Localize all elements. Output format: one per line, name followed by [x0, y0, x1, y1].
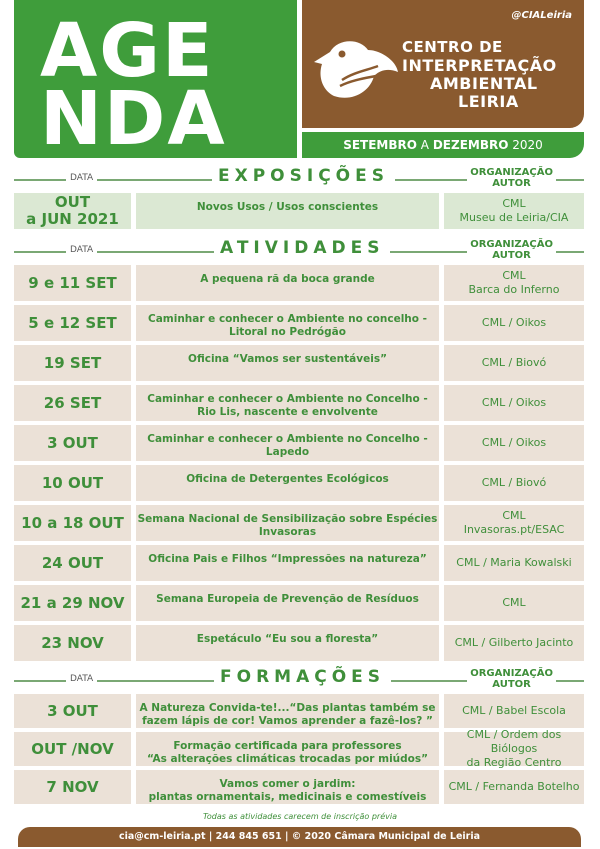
event-date: 7 NOV: [14, 770, 131, 804]
table-row: [14, 625, 584, 661]
organizer-column-label: [467, 668, 556, 690]
event-title: Novos Usos / Usos conscientes: [136, 193, 439, 229]
table-row: [14, 585, 584, 621]
event-title: Formação certificada para professores “As alterações climáticas trocadas por miúdos”: [136, 732, 439, 766]
table-row: [14, 728, 584, 769]
event-date: 3 OUT: [14, 425, 131, 461]
event-date: 5 e 12 SET: [14, 305, 131, 341]
event-organizer: CML / Gilberto Jacinto: [444, 625, 584, 661]
table-row: [14, 265, 584, 301]
table-row: [14, 193, 584, 229]
agenda-title-line1: AGE: [40, 8, 215, 94]
table-row: [14, 465, 584, 501]
center-name-line3: AMBIENTAL: [430, 74, 538, 93]
event-date: 23 NOV: [14, 625, 131, 661]
organizer-label: ORGANIZAÇÃO: [470, 239, 553, 250]
table-row: [14, 345, 584, 381]
date-column-label: DATA: [66, 674, 97, 684]
center-name-line4: LEIRIA: [458, 92, 519, 111]
organizer-column-label: [467, 239, 556, 261]
table-row: [14, 694, 584, 728]
event-date: 26 SET: [14, 385, 131, 421]
event-date: 19 SET: [14, 345, 131, 381]
season-end: DEZEMBRO: [432, 138, 509, 152]
event-date: 9 e 11 SET: [14, 265, 131, 301]
event-organizer: CML / Ordem dos Biólogos da Região Centro: [444, 732, 584, 766]
event-date: 3 OUT: [14, 694, 131, 728]
table-row: [14, 425, 584, 461]
event-organizer: CML / Oikos: [444, 385, 584, 421]
event-title: Espetáculo “Eu sou a floresta”: [136, 625, 439, 661]
event-organizer: CML / Biovó: [444, 465, 584, 501]
table-row: [14, 770, 584, 804]
center-logo-block: [302, 0, 584, 128]
organizer-column-label: [467, 167, 556, 189]
organizer-label: ORGANIZAÇÃO: [470, 167, 553, 178]
table-row: [14, 545, 584, 581]
event-title: Semana Nacional de Sensibilização sobre Espécies Invasoras: [136, 505, 439, 541]
event-organizer: CML: [444, 585, 584, 621]
event-date: 21 a 29 NOV: [14, 585, 131, 621]
organizer-label: ORGANIZAÇÃO: [470, 668, 553, 679]
center-name-line1: CENTRO DE: [402, 38, 503, 56]
date-column-label: DATA: [66, 173, 97, 183]
event-organizer: CML / Fernanda Botelho: [444, 770, 584, 804]
event-organizer: CML / Biovó: [444, 345, 584, 381]
season-banner: [302, 132, 584, 158]
event-organizer: CML / Babel Escola: [444, 694, 584, 728]
event-title: Vamos comer o jardim: plantas ornamentais, medicinais e comestíveis: [136, 770, 439, 804]
agenda-title-line2: NDA: [40, 76, 227, 162]
event-date: 24 OUT: [14, 545, 131, 581]
center-name-line2: INTERPRETAÇÃO: [402, 56, 557, 75]
date-column-label: DATA: [66, 245, 97, 255]
table-row: [14, 385, 584, 421]
event-title: Oficina de Detergentes Ecológicos: [136, 465, 439, 501]
event-organizer: CML / Oikos: [444, 305, 584, 341]
season-year: 2020: [512, 138, 543, 152]
season-connector: A: [420, 138, 429, 152]
event-date: OUT /NOV: [14, 732, 131, 766]
bird-logo-icon: [312, 20, 402, 110]
registration-note: Todas as atividades carecem de inscrição prévia: [203, 812, 397, 821]
event-title: Oficina Pais e Filhos “Impressões na natureza”: [136, 545, 439, 581]
event-organizer: CML Invasoras.pt/ESAC: [444, 505, 584, 541]
event-title: Semana Europeia de Prevenção de Resíduos: [136, 585, 439, 621]
contact-footer: cia@cm-leiria.pt | 244 845 651 | © 2020 Câmara Municipal de Leiria: [18, 827, 581, 847]
event-title: A pequena rã da boca grande: [136, 265, 439, 301]
event-organizer: CML Barca do Inferno: [444, 265, 584, 301]
event-title: Caminhar e conhecer o Ambiente no concelho - Litoral no Pedrógão: [136, 305, 439, 341]
event-title: A Natureza Convida-te!...“Das plantas também se fazem lápis de cor! Vamos aprender a fazê-los? ”: [136, 694, 439, 728]
season-start: SETEMBRO: [343, 138, 417, 152]
section-title: FORMAÇÕES: [214, 667, 391, 687]
event-organizer: CML Museu de Leiria/CIA: [444, 193, 584, 229]
event-date: OUT a JUN 2021: [14, 193, 131, 229]
event-date: 10 a 18 OUT: [14, 505, 131, 541]
author-label: AUTOR: [492, 178, 531, 189]
event-organizer: CML / Oikos: [444, 425, 584, 461]
event-title: Oficina “Vamos ser sustentáveis”: [136, 345, 439, 381]
section-title: ATIVIDADES: [214, 238, 390, 258]
table-row: [14, 305, 584, 341]
event-title: Caminhar e conhecer o Ambiente no Concelho - Rio Lis, nascente e envolvente: [136, 385, 439, 421]
agenda-title-block: [14, 0, 297, 162]
social-handle[interactable]: @CIALeiria: [511, 10, 572, 21]
author-label: AUTOR: [492, 679, 531, 690]
author-label: AUTOR: [492, 250, 531, 261]
event-title: Caminhar e conhecer o Ambiente no Concelho - Lapedo: [136, 425, 439, 461]
section-title: EXPOSIÇÕES: [212, 166, 395, 186]
event-organizer: CML / Maria Kowalski: [444, 545, 584, 581]
event-date: 10 OUT: [14, 465, 131, 501]
table-row: [14, 505, 584, 541]
